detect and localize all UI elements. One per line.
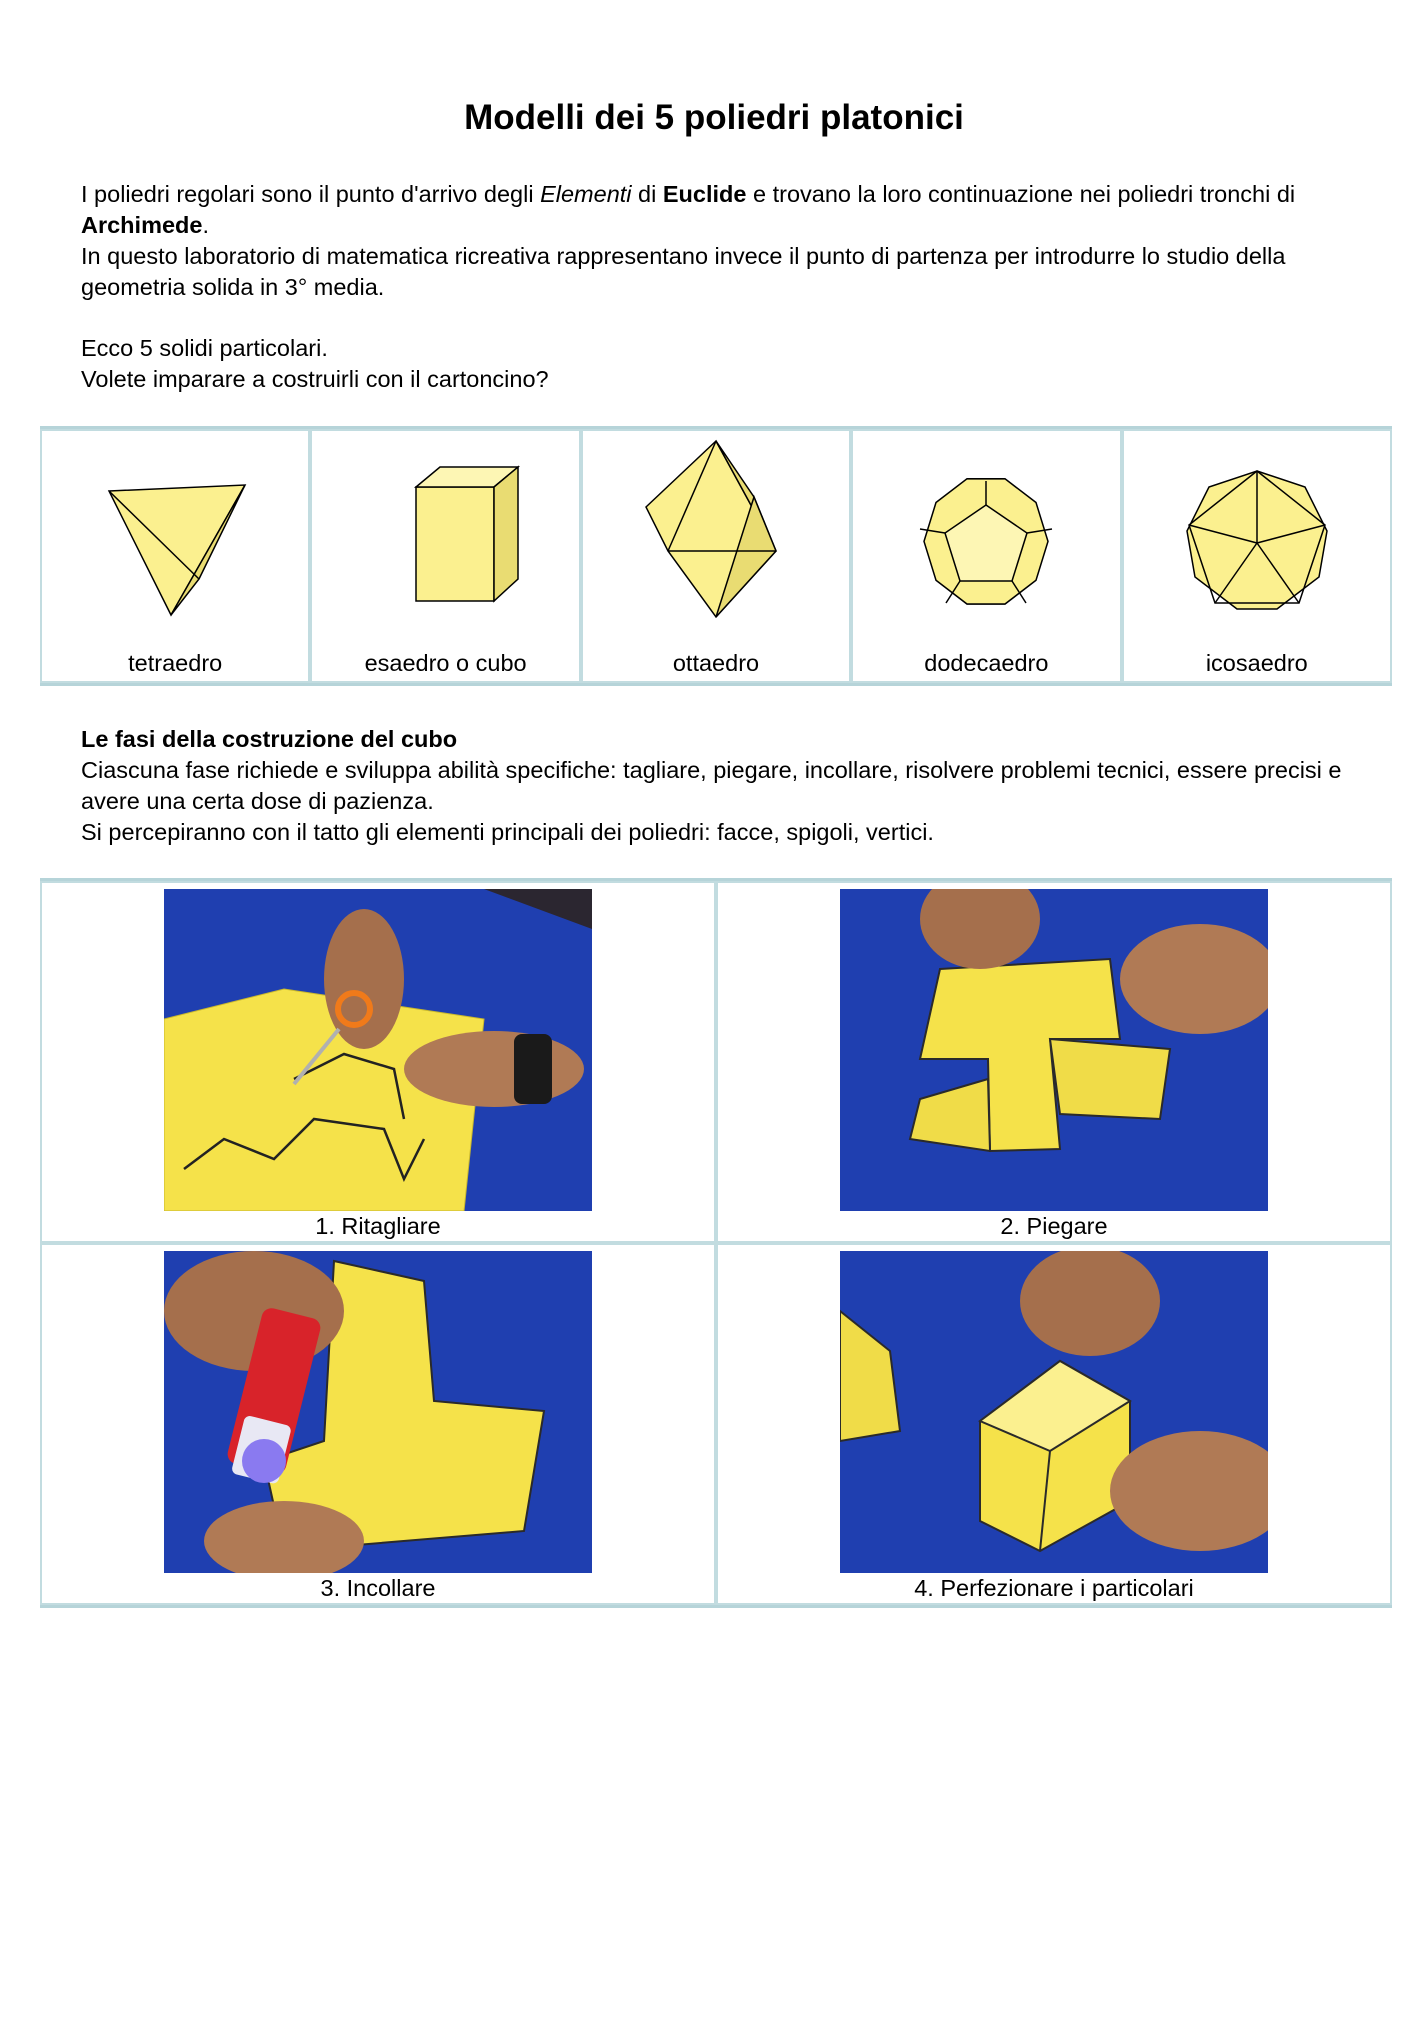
phases-line-2: Si percepiranno con il tatto gli elementi principali dei poliedri: facce, spigoli, vertici. xyxy=(81,819,934,845)
elementi-title: Elementi xyxy=(540,181,632,207)
solids-intro xyxy=(81,333,1381,395)
solid-label: esaedro o cubo xyxy=(364,650,527,676)
solid-cell-ottaedro xyxy=(581,429,851,683)
phases-line-1: Ciascuna fase richiede e sviluppa abilità specifiche: tagliare, piegare, incollare, risolvere problemi tecnici, essere precisi e avere una certa dose di pazienza. xyxy=(81,757,1342,814)
solid-cell-icosaedro xyxy=(1122,429,1392,683)
archimede-name: Archimede xyxy=(81,212,203,238)
solid-cell-tetraedro xyxy=(40,429,310,683)
photo-cell-3 xyxy=(40,1243,716,1605)
solid-label: icosaedro xyxy=(1205,650,1308,676)
intro-text: e trovano la loro continuazione nei poliedri tronchi di xyxy=(746,181,1296,207)
intro-text: I poliedri regolari sono il punto d'arrivo degli xyxy=(81,181,541,207)
step-caption: 1. Ritagliare xyxy=(315,1213,441,1239)
intro-line-2: In questo laboratorio di matematica ricreativa rappresentano invece il punto di partenza per introdurre lo studio della geometria solida in 3° media. xyxy=(81,243,1286,300)
phases-heading xyxy=(81,724,1381,755)
solids-intro-line-2: Volete imparare a costruirli con il cartoncino? xyxy=(81,366,549,392)
photo-cell-1 xyxy=(40,881,716,1243)
solid-label: dodecaedro xyxy=(924,650,1049,676)
page-title: Modelli dei 5 poliedri platonici xyxy=(464,98,964,137)
gluing-photo xyxy=(164,1251,592,1573)
intro-text: . xyxy=(202,212,209,238)
intro-paragraph xyxy=(81,179,1381,303)
phases-section xyxy=(81,724,1381,848)
tetrahedron-figure xyxy=(75,439,275,629)
solid-label: ottaedro xyxy=(672,650,760,676)
cutting-photo xyxy=(164,889,592,1211)
photos-table xyxy=(40,878,1392,1608)
step-caption: 2. Piegare xyxy=(1000,1213,1108,1239)
solid-cell-dodecaedro xyxy=(851,429,1121,683)
finishing-photo xyxy=(840,1251,1268,1573)
solids-table xyxy=(40,426,1392,686)
octahedron-figure xyxy=(616,439,816,629)
euclide-name: Euclide xyxy=(662,181,747,207)
dodecahedron-figure xyxy=(886,439,1086,629)
step-caption: 4. Perfezionare i particolari xyxy=(914,1575,1194,1601)
phases-heading-text: Le fasi della costruzione del cubo xyxy=(81,726,458,752)
solid-cell-cubo xyxy=(310,429,580,683)
intro-line-1 xyxy=(81,179,1381,241)
solids-intro-line-1: Ecco 5 solidi particolari. xyxy=(81,335,328,361)
photo-cell-2 xyxy=(716,881,1392,1243)
photo-cell-4 xyxy=(716,1243,1392,1605)
icosahedron-figure xyxy=(1157,439,1357,629)
solid-label: tetraedro xyxy=(128,650,223,676)
step-caption: 3. Incollare xyxy=(320,1575,436,1601)
cube-figure xyxy=(346,439,546,629)
intro-text: di xyxy=(631,181,663,207)
folding-photo xyxy=(840,889,1268,1211)
